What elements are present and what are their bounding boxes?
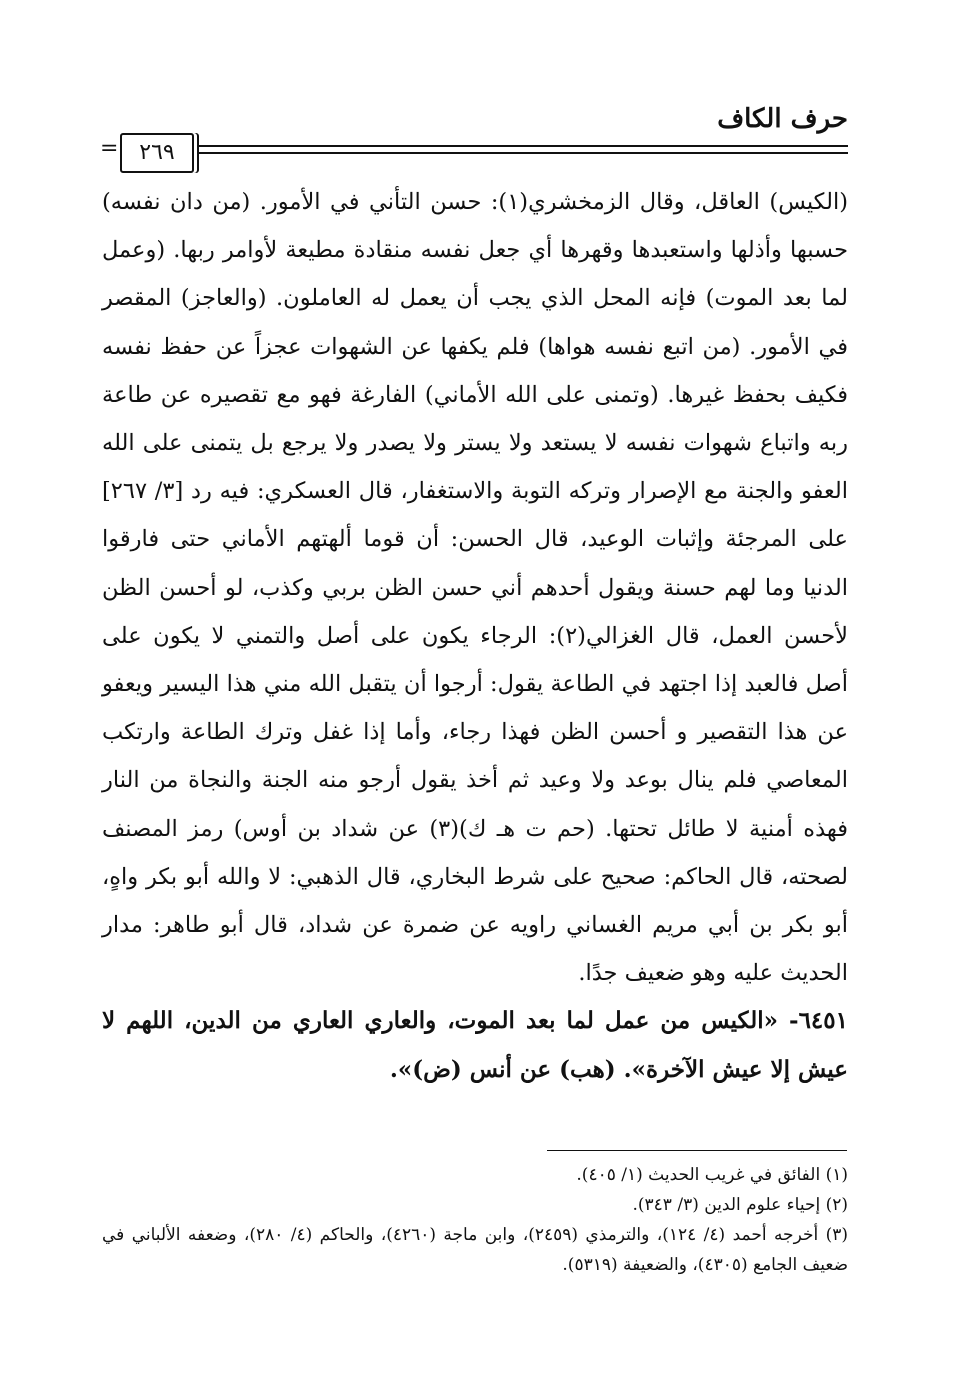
header-rule-bottom (192, 152, 848, 154)
footnote-1: (١) الفائق في غريب الحديث (١/ ٤٠٥). (576, 1165, 848, 1185)
footnote-3: (٣) أخرجه أحمد (٤/ ١٢٤)، والترمذي (٢٤٥٩)، وابن ماجة (٤٢٦٠)، والحاكم (٤/ ٢٨٠)، وضعفه الألباني في ضعيف الجامع (٤٣٠٥)، والضعيفة (٥٣١٩). (102, 1225, 848, 1275)
commentary-paragraph: (الكيس) العاقل، وقال الزمخشري(١): حسن التأني في الأمور. (من دان نفسه) حسبها وأذلها واستعبدها وقهرها أي جعل نفسه منقادة مطيعة لأوامر ربها. (وعمل لما بعد الموت) فإنه المحل الذي يجب أن يعمل له العاملون. (والعاجز) المقصر في الأمور. (من اتبع نفسه هواها) فلم يكفها عن الشهوات عجزاً عن حفظ نفسه فكيف بحفظ غيرها. (وتمنى على الله الأماني) الفارغة فهو مع تقصيره عن طاعة ربه واتباع شهوات نفسه لا يستعد ولا يستر ولا يصدر ولا يرجع بل يتمنى على الله العفو والجنة مع الإصرار وتركه التوبة والاستغفار، قال العسكري: فيه رد [٣/ ٢٦٧] على المرجئة وإثبات الوعيد، قال الحسن: أن قوما ألهتهم الأماني حتى فارقوا الدنيا وما لهم حسنة ويقول أحدهم أني حسن الظن بربي وكذب، لو أحسن الظن لأحسن العمل، قال الغزالي(٢): الرجاء يكون على أصل والتمني لا يكون على أصل فالعبد إذا اجتهد في الطاعة يقول: أرجوا أن يتقبل الله مني هذا اليسير ويعفو عن هذا التقصير و أحسن الظن فهذا رجاء، وأما إذا غفل وترك الطاعة وارتكب المعاصي فلم ينال بوعد ولا وعيد ثم أخذ يقول أرجو منه الجنة والنجاة من النار فهذه أمنية لا طائل تحتها. (حم ت هـ ك)(٣) عن شداد بن أوس) رمز المصنف لصحته، قال الحاكم: صحيح على شرط البخاري، قال الذهبي: لا والله أبو بكر واهٍ، أبو بكر بن أبي مريم الغساني راويه عن ضمرة عن شداد، قال أبو طاهر: مدار الحديث عليه وهو ضعيف جدًا. (102, 189, 849, 987)
hadith-6451: ٦٤٥١- «الكيس من عمل لما بعد الموت، والعاري العاري من الدين، اللهم لا عيش إلا عيش الآخرة». (هب) عن أنس (ض)». (102, 1007, 848, 1083)
footnote-2: (٢) إحياء علوم الدين (٣/ ٣٤٣). (632, 1195, 848, 1215)
footnotes (102, 1160, 848, 1280)
page-header (100, 100, 848, 180)
header-rule-top (192, 145, 848, 147)
main-text (102, 178, 848, 1094)
page-number: ٢٦٩ (120, 133, 194, 173)
header-decoration: = (100, 136, 119, 161)
footnote-divider (547, 1150, 847, 1151)
chapter-title: حرف الكاف (717, 104, 848, 134)
